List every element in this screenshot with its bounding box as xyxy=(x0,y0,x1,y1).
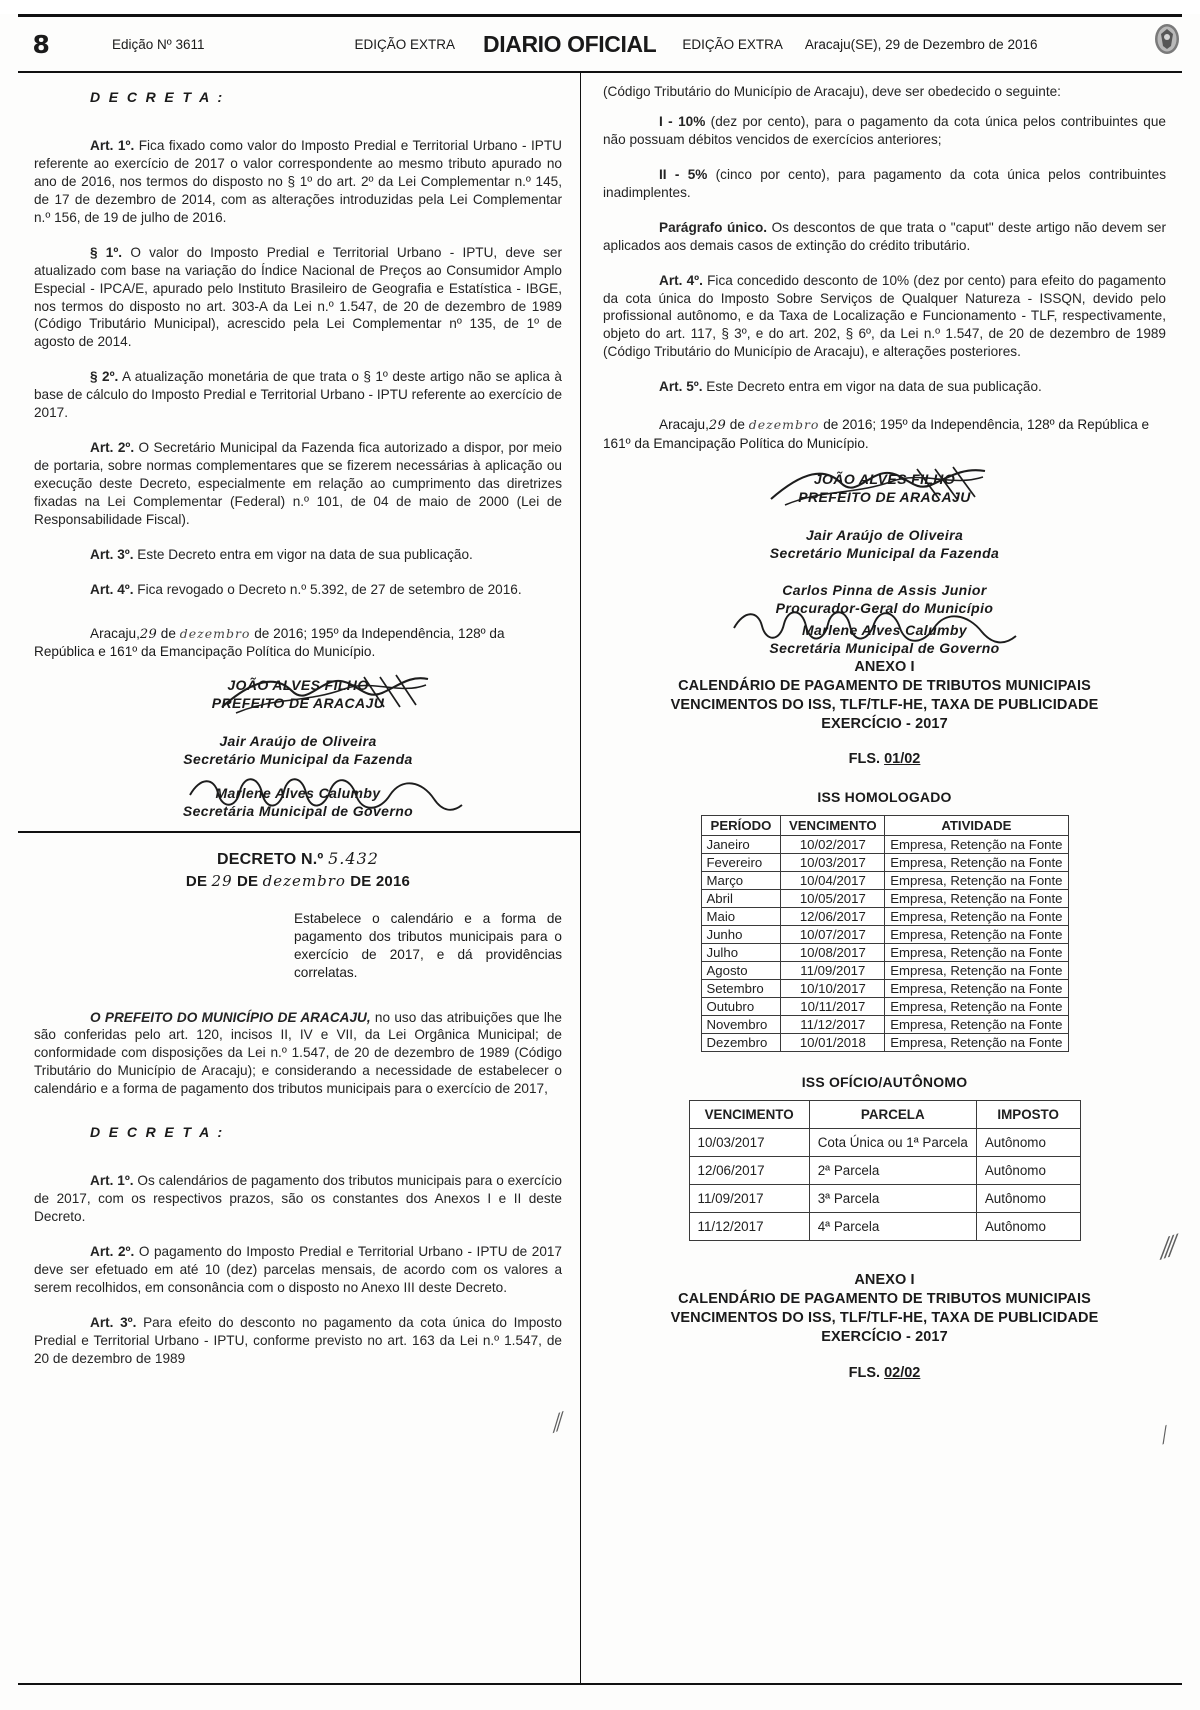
paragrafo-unico: Parágrafo único. Os descontos de que trata o "caput" deste artigo não devem ser aplicados aos demais casos de extinção do crédito tributário. xyxy=(603,219,1166,253)
cell-periodo: Setembro xyxy=(701,980,781,998)
cell-vencimento: 10/10/2017 xyxy=(781,980,885,998)
anexo-label: ANEXO I xyxy=(854,1272,915,1289)
edition-extra-right: EDIÇÃO EXTRA xyxy=(682,36,783,52)
fls-top: FLS. 01/02 xyxy=(848,751,921,768)
signature-fazenda-right xyxy=(603,527,1166,563)
masthead xyxy=(18,14,1182,67)
signatory-name: JOÃO ALVES FILHO xyxy=(813,470,956,487)
handwritten-day: 29 xyxy=(211,871,233,890)
table-iss-oficio-autonomo xyxy=(689,1100,1081,1241)
cell-vencimento: 10/03/2017 xyxy=(689,1129,809,1157)
cell-vencimento: 10/02/2017 xyxy=(781,836,885,854)
anexo-heading-bottom xyxy=(603,1271,1166,1346)
signatory-role: Secretária Municipal de Governo xyxy=(769,640,1000,657)
table-row xyxy=(701,926,1068,944)
table-row xyxy=(701,962,1068,980)
coat-of-arms-icon xyxy=(1152,22,1182,56)
paragraph-art3: Art. 3º. Este Decreto entra em vigor na data de sua publicação. xyxy=(90,546,473,562)
anexo-exercicio: EXERCÍCIO - 2017 xyxy=(821,1328,948,1345)
ink-initials-mark: ⁄⁄⁄ xyxy=(1158,1231,1181,1265)
fls-value: 02/02 xyxy=(884,1364,921,1381)
anexo-line-3: VENCIMENTOS DO ISS, TLF/TLF-HE, TAXA DE PUBLICIDADE xyxy=(670,1310,1099,1327)
table-row xyxy=(701,854,1068,872)
table-row xyxy=(701,872,1068,890)
anexo-line-2: CALENDÁRIO DE PAGAMENTO DE TRIBUTOS MUNICIPAIS xyxy=(678,677,1091,694)
anexo-exercicio: EXERCÍCIO - 2017 xyxy=(821,715,948,732)
cell-vencimento: 10/01/2018 xyxy=(781,1034,885,1052)
table-caption-iss-homologado: ISS HOMOLOGADO xyxy=(817,789,952,806)
dateline-left: Aracaju,29 de dezembro de 2016; 195º da Independência, 128º da República e 161º da Emancipação Política do Município. xyxy=(34,625,505,660)
signatory-role: Procurador-Geral do Município xyxy=(775,600,994,617)
cell-imposto: Autônomo xyxy=(976,1157,1080,1185)
col-header-periodo: PERÍODO xyxy=(701,816,781,836)
cell-vencimento: 10/11/2017 xyxy=(781,998,885,1016)
table-row xyxy=(701,1016,1068,1034)
handwritten-day: 29 xyxy=(139,626,158,642)
col-header-atividade: ATIVIDADE xyxy=(885,816,1068,836)
signatory-role: Secretária Municipal de Governo xyxy=(182,802,414,819)
handwritten-month: dezembro xyxy=(262,871,346,890)
item-i: I - 10% (dez por cento), para o pagamento da cota única pelos contribuintes que não possuam débitos vencidos de exercícios anteriores; xyxy=(603,113,1166,147)
col-header-vencimento: VENCIMENTO xyxy=(689,1101,809,1129)
two-column-body xyxy=(18,71,1182,1685)
table-row xyxy=(701,944,1068,962)
signatory-role: PREFEITO DE ARACAJU xyxy=(798,488,971,505)
handwritten-month: dezembro xyxy=(179,625,251,641)
document-page xyxy=(0,14,1200,1710)
right-art4: Art. 4º. Fica concedido desconto de 10% (dez por cento) para efeito do pagamento da cota única do Imposto Sobre Serviços de Qualquer Natureza - ISSQN, devido pelo profissional autônomo, e da Taxa de Localização e Funcionamento - TLF, respectivamente, objeto do art. 117, § 3º, e do art. 202, § 6º, da Lei n.º 1.547, de 20 de dezembro de 1989 (Código Tributário do Município de Aracaju), e alterações posteriores. xyxy=(603,272,1166,360)
preamble-paragraph: O PREFEITO DO MUNICÍPIO DE ARACAJU, no uso das atribuições que lhe são conferidas pelo art. 120, incisos II, IV e VII, da Lei Orgânica Municipal; de conformidade com disposições da Lei n.º 1.547, de 20 de dezembro de 1989 (Código Tributário do Município de Aracaju); e considerando a necessidade de estabelecer o calendário e a forma de pagamento dos tributos municipais para o exercício de 2017, xyxy=(34,1009,562,1097)
ink-slash-mark: ⁄⁄ xyxy=(550,1410,567,1437)
anexo-heading-top xyxy=(603,658,1166,733)
cell-vencimento: 10/08/2017 xyxy=(781,944,885,962)
signatory-name: Jair Araújo de Oliveira xyxy=(219,733,377,750)
edition-extra-left: EDIÇÃO EXTRA xyxy=(354,36,456,52)
cell-periodo: Agosto xyxy=(701,962,781,980)
table-row xyxy=(701,998,1068,1016)
paragraph2-art2: Art. 2º. O pagamento do Imposto Predial e Territorial Urbano - IPTU de 2017 deve ser efetuado em até 10 (dez) parcelas mensais, de acordo com os valores a serem recolhidos, em consonância com o disposto no Anexo III deste Decreto. xyxy=(34,1244,562,1295)
signature-fazenda-left xyxy=(34,733,562,769)
decreta-heading-1: D E C R E T A : xyxy=(90,89,225,105)
cell-atividade: Empresa, Retenção na Fonte xyxy=(885,926,1068,944)
table-caption-iss-oficio: ISS OFÍCIO/AUTÔNOMO xyxy=(801,1074,968,1091)
cell-vencimento: 12/06/2017 xyxy=(781,908,885,926)
cell-vencimento: 11/09/2017 xyxy=(689,1185,809,1213)
paragraph2-art1: Art. 1º. Os calendários de pagamento dos tributos municipais para o exercício de 2017, com os respectivos prazos, são os constantes dos Anexos I e II deste Decreto. xyxy=(34,1173,562,1225)
cell-periodo: Fevereiro xyxy=(701,854,781,872)
cell-vencimento: 11/12/2017 xyxy=(689,1213,809,1241)
edition-label: Edição Nº 3611 xyxy=(112,36,205,52)
cell-periodo: Março xyxy=(701,872,781,890)
table-row xyxy=(701,908,1068,926)
cell-parcela: Cota Única ou 1ª Parcela xyxy=(809,1129,976,1157)
page-number: 8 xyxy=(32,29,50,59)
table-row xyxy=(689,1213,1080,1241)
table-row xyxy=(701,1034,1068,1052)
cell-vencimento: 10/03/2017 xyxy=(781,854,885,872)
cell-vencimento: 11/09/2017 xyxy=(781,962,885,980)
table-row xyxy=(689,1157,1080,1185)
signature-prefeito-left xyxy=(34,677,562,713)
signature-prefeito-right xyxy=(603,471,1166,507)
dateline-right: Aracaju,29 de dezembro de 2016; 195º da Independência, 128º da República e 161º da Emancipação Política do Município. xyxy=(603,417,1150,451)
table-row xyxy=(689,1129,1080,1157)
table-row xyxy=(701,836,1068,854)
table-body xyxy=(701,836,1068,1052)
cell-atividade: Empresa, Retenção na Fonte xyxy=(885,944,1068,962)
anexo-line-3: VENCIMENTOS DO ISS, TLF/TLF-HE, TAXA DE PUBLICIDADE xyxy=(670,696,1099,713)
cell-atividade: Empresa, Retenção na Fonte xyxy=(885,908,1068,926)
signatory-name: Carlos Pinna de Assis Junior xyxy=(782,582,987,599)
cell-parcela: 3ª Parcela xyxy=(809,1185,976,1213)
cell-vencimento: 12/06/2017 xyxy=(689,1157,809,1185)
cell-atividade: Empresa, Retenção na Fonte xyxy=(885,854,1068,872)
right-art5: Art. 5º. Este Decreto entra em vigor na data de sua publicação. xyxy=(659,379,1042,395)
handwritten-month: dezembro xyxy=(748,417,820,433)
paragraph-art4: Art. 4º. Fica revogado o Decreto n.º 5.392, de 27 de setembro de 2016. xyxy=(90,581,522,597)
cell-imposto: Autônomo xyxy=(976,1213,1080,1241)
anexo-line-2: CALENDÁRIO DE PAGAMENTO DE TRIBUTOS MUNICIPAIS xyxy=(678,1291,1091,1308)
cell-atividade: Empresa, Retenção na Fonte xyxy=(885,872,1068,890)
cell-atividade: Empresa, Retenção na Fonte xyxy=(885,1016,1068,1034)
paragraph-par1: § 1º. O valor do Imposto Predial e Territorial Urbano - IPTU, deve ser atualizado com base na variação do Índice Nacional de Preços ao Consumidor Amplo Especial - IPCA/E, apurado pelo Instituto Brasileiro de Geografia e Estatística - IBGE, nos termos do disposto no art. 303-A da Lei n.º 1.547, de 20 de dezembro de 1989 (Código Tributário Municipal), acrescido pela Lei Complementar nº 135, de 1º de agosto de 2014. xyxy=(34,244,563,350)
decreto-heading-2: DECRETO N.º 5.432 DE 29 DE dezembro DE 2016 xyxy=(185,848,411,890)
paragraph-par2: § 2º. A atualização monetária de que trata o § 1º deste artigo não se aplica à base de cálculo do Imposto Predial e Territorial Urbano - IPTU referente ao exercício de 2017. xyxy=(34,369,562,421)
table-row xyxy=(701,980,1068,998)
cell-atividade: Empresa, Retenção na Fonte xyxy=(885,998,1068,1016)
signature-governo-left xyxy=(34,785,562,821)
cell-periodo: Junho xyxy=(701,926,781,944)
city-date: Aracaju(SE), 29 de Dezembro de 2016 xyxy=(804,36,1038,52)
table-head xyxy=(689,1101,1080,1129)
cell-vencimento: 10/04/2017 xyxy=(781,872,885,890)
cell-periodo: Janeiro xyxy=(701,836,781,854)
anexo-label: ANEXO I xyxy=(854,659,915,676)
ink-slash-mark: ⁄ xyxy=(1156,1423,1172,1447)
cell-periodo: Dezembro xyxy=(701,1034,781,1052)
col-header-parcela: PARCELA xyxy=(809,1101,976,1129)
signatory-name: Jair Araújo de Oliveira xyxy=(805,526,964,543)
table-header-row xyxy=(701,816,1068,836)
signature-procurador-right xyxy=(603,582,1166,618)
table-row xyxy=(701,890,1068,908)
decreta-heading-2: D E C R E T A : xyxy=(90,1124,225,1141)
fls-value: 01/02 xyxy=(884,751,921,768)
cell-vencimento: 10/05/2017 xyxy=(781,890,885,908)
table-row xyxy=(689,1185,1080,1213)
cell-vencimento: 11/12/2017 xyxy=(781,1016,885,1034)
handwritten-day: 29 xyxy=(708,418,727,434)
left-column xyxy=(18,73,581,1683)
publication-title: DIARIO OFICIAL xyxy=(483,30,657,57)
fls-bottom: FLS. 02/02 xyxy=(848,1364,921,1381)
cell-atividade: Empresa, Retenção na Fonte xyxy=(885,890,1068,908)
cell-atividade: Empresa, Retenção na Fonte xyxy=(885,980,1068,998)
right-column xyxy=(581,73,1182,1683)
continuation-paragraph: (Código Tributário do Município de Aracaju), deve ser obedecido o seguinte: xyxy=(603,84,1061,99)
paragraph-art2: Art. 2º. O Secretário Municipal da Fazenda fica autorizado a dispor, por meio de portaria, sobre normas complementares que se fizerem necessárias à aplicação ou execução deste Decreto, especialmente em relação ao cumprimento das diretrizes fixadas na Lei Complementar (Federal) n.º 101, de 04 de maio de 2000 (Lei de Responsabilidade Fiscal). xyxy=(34,440,562,527)
paragraph2-art3: Art. 3º. Para efeito do desconto no pagamento da cota única do Imposto Predial e Territorial Urbano - IPTU, conforme previsto no art. 163 da Lei n.º 1.547, de 20 de dezembro de 1989 xyxy=(34,1314,562,1366)
signatory-name: JOÃO ALVES FILHO xyxy=(227,677,369,694)
paragraph-art1: Art. 1º. Fica fixado como valor do Imposto Predial e Territorial Urbano - IPTU referente ao exercício de 2017 o valor correspondente ao mesmo tributo apurado no ano de 2016, nos termos do disposto no § 1º do art. 2º da Lei Complementar n.º 145, de 17 de dezembro de 2014, com as alterações introduzidas pela Lei Complementar n.º 156, de 19 de julho de 2016. xyxy=(34,138,562,225)
cell-parcela: 2ª Parcela xyxy=(809,1157,976,1185)
table-header-row xyxy=(689,1101,1080,1129)
cell-parcela: 4ª Parcela xyxy=(809,1213,976,1241)
table-head xyxy=(701,816,1068,836)
col-header-vencimento: VENCIMENTO xyxy=(781,816,885,836)
signature-governo-right xyxy=(603,622,1166,658)
signatory-role: Secretário Municipal da Fazenda xyxy=(183,751,413,768)
cell-periodo: Maio xyxy=(701,908,781,926)
table-iss-homologado xyxy=(701,815,1069,1052)
section-divider xyxy=(18,831,580,833)
table-body xyxy=(689,1129,1080,1241)
cell-periodo: Julho xyxy=(701,944,781,962)
signatory-role: PREFEITO DE ARACAJU xyxy=(211,695,385,712)
col-header-imposto: IMPOSTO xyxy=(976,1101,1080,1129)
cell-atividade: Empresa, Retenção na Fonte xyxy=(885,836,1068,854)
signatory-name: Marlene Alves Calumby xyxy=(215,784,381,801)
signatory-role: Secretário Municipal da Fazenda xyxy=(769,544,1000,561)
cell-atividade: Empresa, Retenção na Fonte xyxy=(885,962,1068,980)
signatory-name: Marlene Alves Calumby xyxy=(801,622,968,639)
cell-imposto: Autônomo xyxy=(976,1129,1080,1157)
ementa-text: Estabelece o calendário e a forma de pagamento dos tributos municipais para o exercício de 2017, e dá providências correlatas. xyxy=(294,910,562,981)
cell-atividade: Empresa, Retenção na Fonte xyxy=(885,1034,1068,1052)
handwritten-decreto-number: 5.432 xyxy=(328,848,379,868)
cell-periodo: Novembro xyxy=(701,1016,781,1034)
item-ii: II - 5% (cinco por cento), para pagamento da cota única pelos contribuintes inadimplentes. xyxy=(603,166,1166,200)
cell-imposto: Autônomo xyxy=(976,1185,1080,1213)
cell-periodo: Abril xyxy=(701,890,781,908)
cell-vencimento: 10/07/2017 xyxy=(781,926,885,944)
cell-periodo: Outubro xyxy=(701,998,781,1016)
